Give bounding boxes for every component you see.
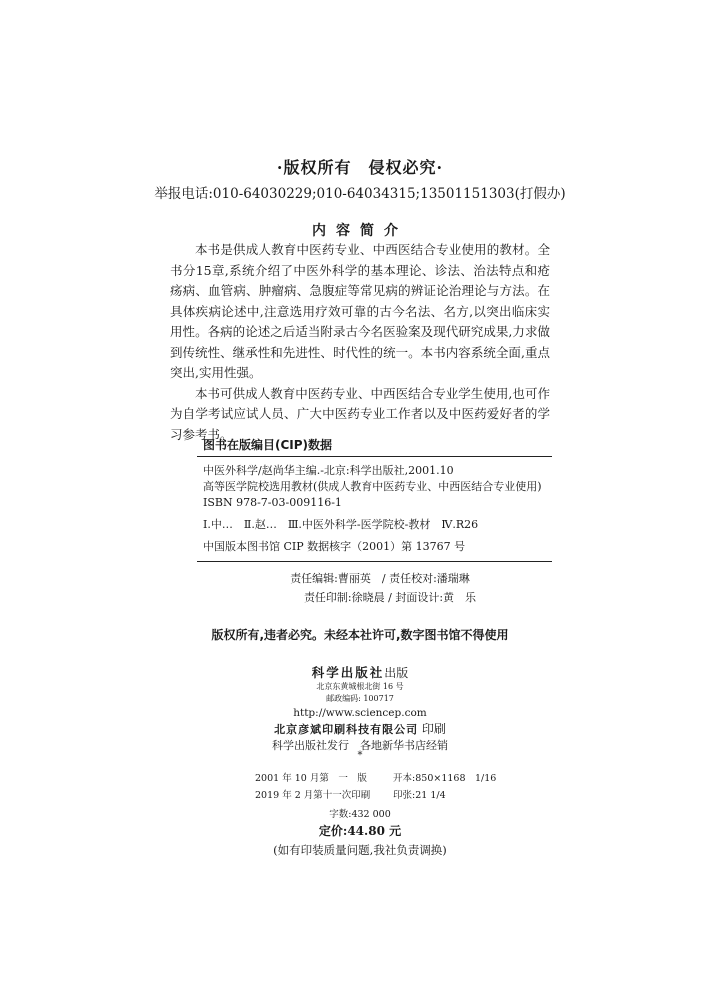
- reprint-info: 2019 年 2 月第十一次印刷: [255, 790, 371, 801]
- cip-data-block: [197, 434, 552, 562]
- printer-suffix: 印刷: [421, 722, 446, 736]
- cip-record-number: 中国版本图书馆 CIP 数据核字（2001）第 13767 号: [203, 540, 466, 553]
- summary-paragraph: 本书是供成人教育中医药专业、中西医结合专业使用的教材。全书分15章,系统介绍了中医外科学的基本理论、诊法、治法特点和疮疡病、血管病、肿瘤病、急腹症等常见病的辨证论治理论与方法。在具体疾病论述中,注意选用疗效可靠的古今名法、名方,以突出临床实用性。各病的论述之后适当附录古今名医验案及现代研究成果,力求做到传统性、继承性和先进性、时代性的统一。本书内容系统全面,重点突出,实用性强。: [170, 242, 550, 380]
- edition-info: [255, 770, 555, 804]
- staff-line: 责任编辑:曹丽英 / 责任校对:潘瑞琳: [290, 572, 470, 585]
- cip-line: 高等医学院校选用教材(供成人教育中医药专业、中西医结合专业使用): [203, 480, 542, 493]
- staff-credits: [0, 569, 720, 607]
- publisher-suffix: 出版: [384, 666, 409, 680]
- report-hotline: 举报电话:010-64030229;010-64034315;13501151303(打假办): [154, 186, 566, 202]
- first-edition: 2001 年 10 月第 一 版: [255, 773, 367, 784]
- printer-name: 北京彦斌印刷科技有限公司: [274, 723, 419, 736]
- separator-mark: *: [357, 750, 363, 761]
- quality-notice: (如有印装质量问题,我社负责调换): [273, 843, 447, 857]
- cip-title: 图书在版编目(CIP)数据: [203, 438, 333, 452]
- publisher-url: http://www.sciencep.com: [293, 707, 427, 719]
- price: 定价:44.80 元: [318, 824, 402, 838]
- printing-sheets: 印张:21 1/4: [393, 790, 446, 801]
- publisher-postcode: 邮政编码: 100717: [326, 694, 394, 703]
- rights-statement: 版权所有,违者必究。未经本社许可,数字图书馆不得使用: [211, 628, 509, 642]
- cip-line: 中医外科学/赵尚华主编.-北京:科学出版社,2001.10: [203, 464, 454, 477]
- publisher-address: 北京东黄城根北街 16 号: [316, 682, 404, 691]
- copyright-title: ·版权所有 侵权必究·: [276, 158, 444, 177]
- cip-isbn: ISBN 978-7-03-009116-1: [203, 496, 342, 509]
- summary-paragraph: 本书可供成人教育中医药专业、中西医结合专业学生使用,也可作为自学考试应试人员、广大中医药专业工作者以及中医药爱好者的学习参考书。: [170, 385, 550, 442]
- word-count: 字数:432 000: [329, 809, 391, 820]
- summary-heading: 内容简介: [312, 223, 408, 239]
- book-format: 开本:850×1168 1/16: [393, 773, 497, 784]
- summary-body: [170, 240, 550, 445]
- cip-classification: Ⅰ.中… Ⅱ.赵… Ⅲ.中医外科学-医学院校-教材 Ⅳ.R26: [203, 518, 479, 531]
- distribution-line: 科学出版社发行 各地新华书店经销: [272, 739, 448, 752]
- publisher-name: 科学出版社: [311, 665, 385, 680]
- staff-line: 责任印制:徐晓晨 / 封面设计:黄 乐: [303, 591, 477, 604]
- cip-box: [197, 456, 552, 562]
- publisher-block: [0, 665, 720, 754]
